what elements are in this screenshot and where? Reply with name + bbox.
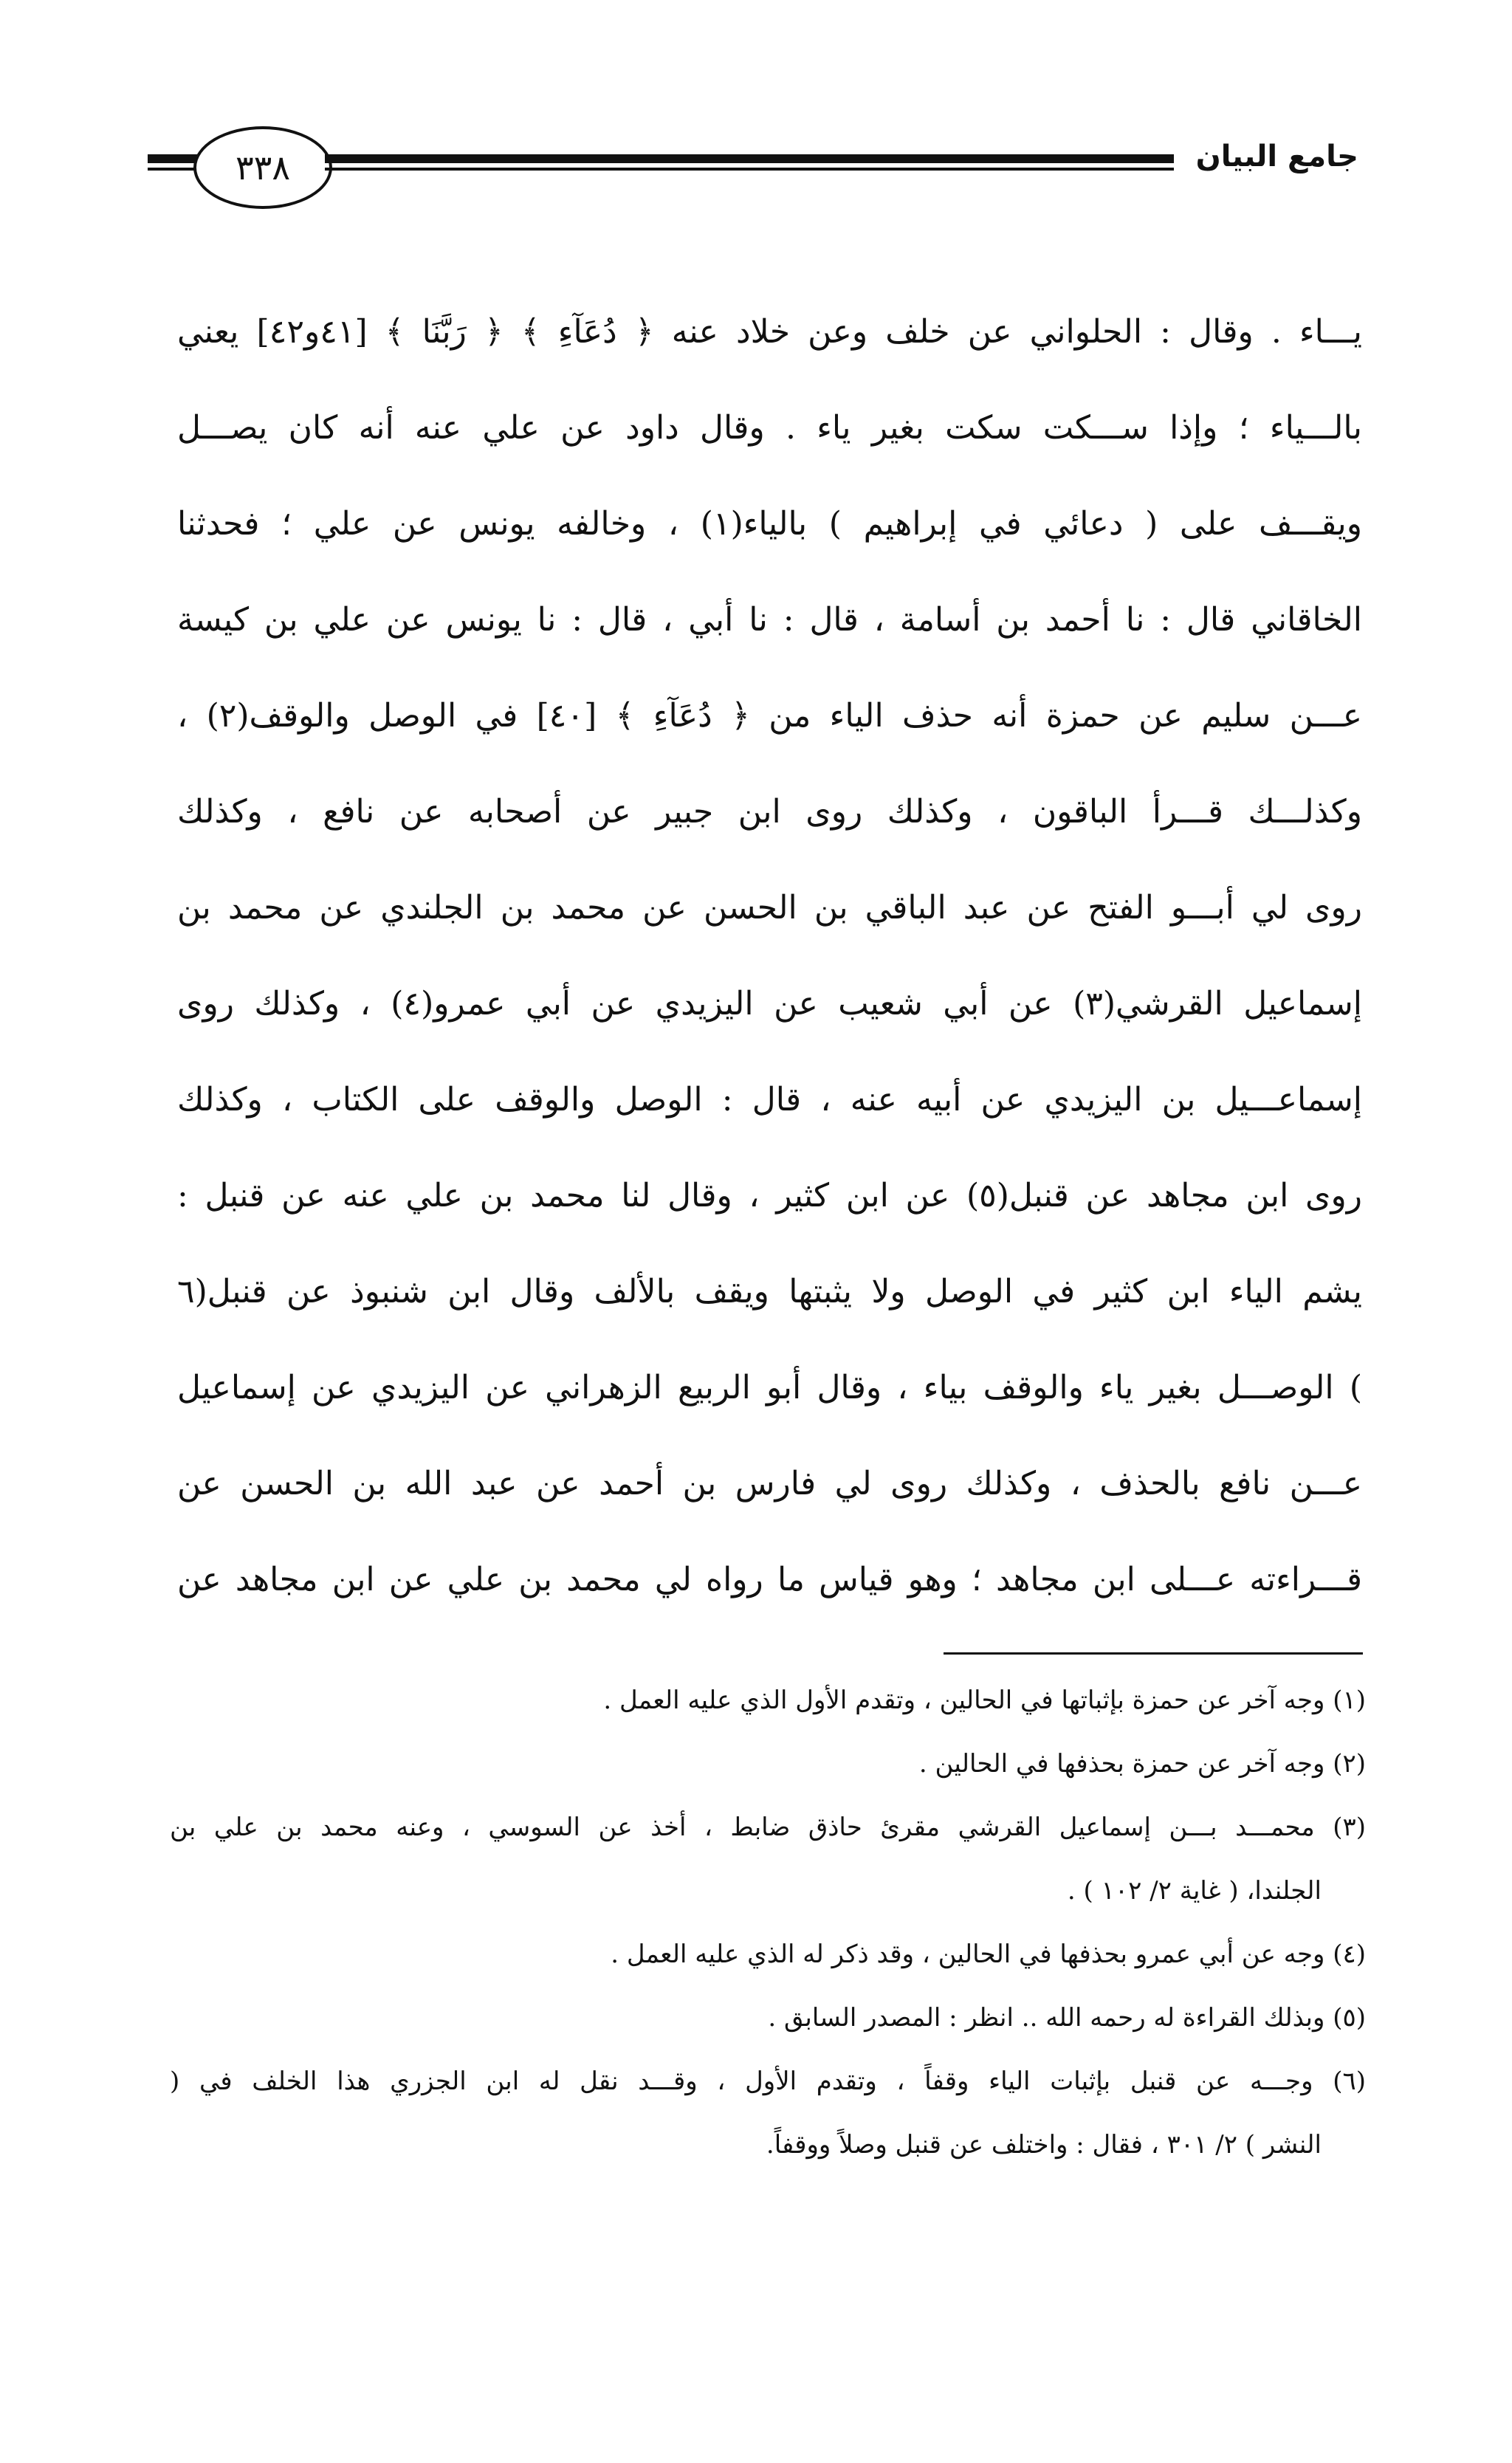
text-line: الخاقاني قال : نا أحمد بن أسامة ، قال : نا أبي ، قال : نا يونس عن علي بن كيسة [177, 601, 1362, 639]
text-line: إسماعيل القرشي(٣) عن أبي شعيب عن اليزيدي عن أبي عمرو(٤) ، وكذلك روى [177, 985, 1362, 1023]
text-line: إسماعـــيل بن اليزيدي عن أبيه عنه ، قال : الوصل والوقف على الكتاب ، وكذلك [177, 1081, 1362, 1119]
footnote-3: (٣) محمـــد بـــن إسماعيل القرشي مقرئ حاذق ضابط ، أخذ عن السوسي ، وعنه محمد بن علي بن [170, 1813, 1366, 1842]
text-line: عـــن نافع بالحذف ، وكذلك روى لي فارس بن أحمد عن عبد الله بن الحسن عن [177, 1465, 1362, 1502]
footnote-4: (٤) وجه عن أبي عمرو بحذفها في الحالين ، وقد ذكر له الذي عليه العمل . [611, 1940, 1366, 1969]
footnote-6-continuation: النشر ) ٢/ ٣٠١ ، فقال : واختلف عن قنبل وصلاً ووقفاً. [766, 2130, 1322, 2160]
footnote-separator [944, 1652, 1363, 1655]
text-line: بالـــياء ؛ وإذا ســـكت سكت بغير ياء . وقال داود عن علي عنه أنه كان يصـــل [177, 409, 1362, 447]
text-line: يـــاء . وقال : الحلواني عن خلف وعن خلاد عنه ﴿ دُعَآءِ ﴾ ﴿ رَبَّنَا ﴾ [٤١و٤٢] يعني [177, 313, 1362, 351]
footnote-3-continuation: الجلندا، ( غاية ٢/ ١٠٢ ) . [1067, 1876, 1322, 1906]
footnote-1: (١) وجه آخر عن حمزة بإثباتها في الحالين ، وتقدم الأول الذي عليه العمل . [603, 1686, 1366, 1715]
text-line: وكذلـــك قـــرأ الباقون ، وكذلك روى ابن جبير عن أصحابه عن نافع ، وكذلك [177, 793, 1362, 831]
footnote-2: (٢) وجه آخر عن حمزة بحذفها في الحالين . [918, 1749, 1366, 1779]
text-line: قـــراءته عـــلى ابن مجاهد ؛ وهو قياس ما رواه لي محمد بن علي عن ابن مجاهد عن [177, 1561, 1362, 1598]
text-line: ويقـــف على ( دعائي في إبراهيم ) بالياء(١) ، وخالفه يونس عن علي ؛ فحدثنا [177, 505, 1362, 543]
text-line: عـــن سليم عن حمزة أنه حذف الياء من ﴿ دُعَآءِ ﴾ [٤٠] في الوصل والوقف(٢) ، [177, 697, 1362, 735]
text-line: روى لي أبـــو الفتح عن عبد الباقي بن الحسن عن محمد بن الجلندي عن محمد بن [177, 889, 1362, 927]
main-text [177, 284, 1362, 1628]
book-title: جامع البيان [1195, 140, 1358, 174]
text-line: ) الوصـــل بغير ياء والوقف بياء ، وقال أبو الربيع الزهراني عن اليزيدي عن إسماعيل [177, 1369, 1362, 1406]
header-rule [325, 154, 1174, 175]
page-number: ٣٣٨ [193, 126, 332, 209]
text-line: يشم الياء ابن كثير في الوصل ولا يثبتها ويقف بالألف وقال ابن شنبوذ عن قنبل(٦ [177, 1273, 1362, 1310]
text-line: روى ابن مجاهد عن قنبل(٥) عن ابن كثير ، وقال لنا محمد بن علي عنه عن قنبل : [177, 1177, 1362, 1215]
page-header [148, 122, 1358, 210]
footnotes [170, 1669, 1366, 2177]
header-rule-left [148, 154, 199, 175]
footnote-6: (٦) وجـــه عن قنبل بإثبات الياء وقفاً ، وتقدم الأول ، وقـــد نقل له ابن الجزري هذا الخلف في ( [170, 2067, 1366, 2096]
footnote-5: (٥) وبذلك القراءة له رحمه الله .. انظر : المصدر السابق . [768, 2003, 1366, 2033]
